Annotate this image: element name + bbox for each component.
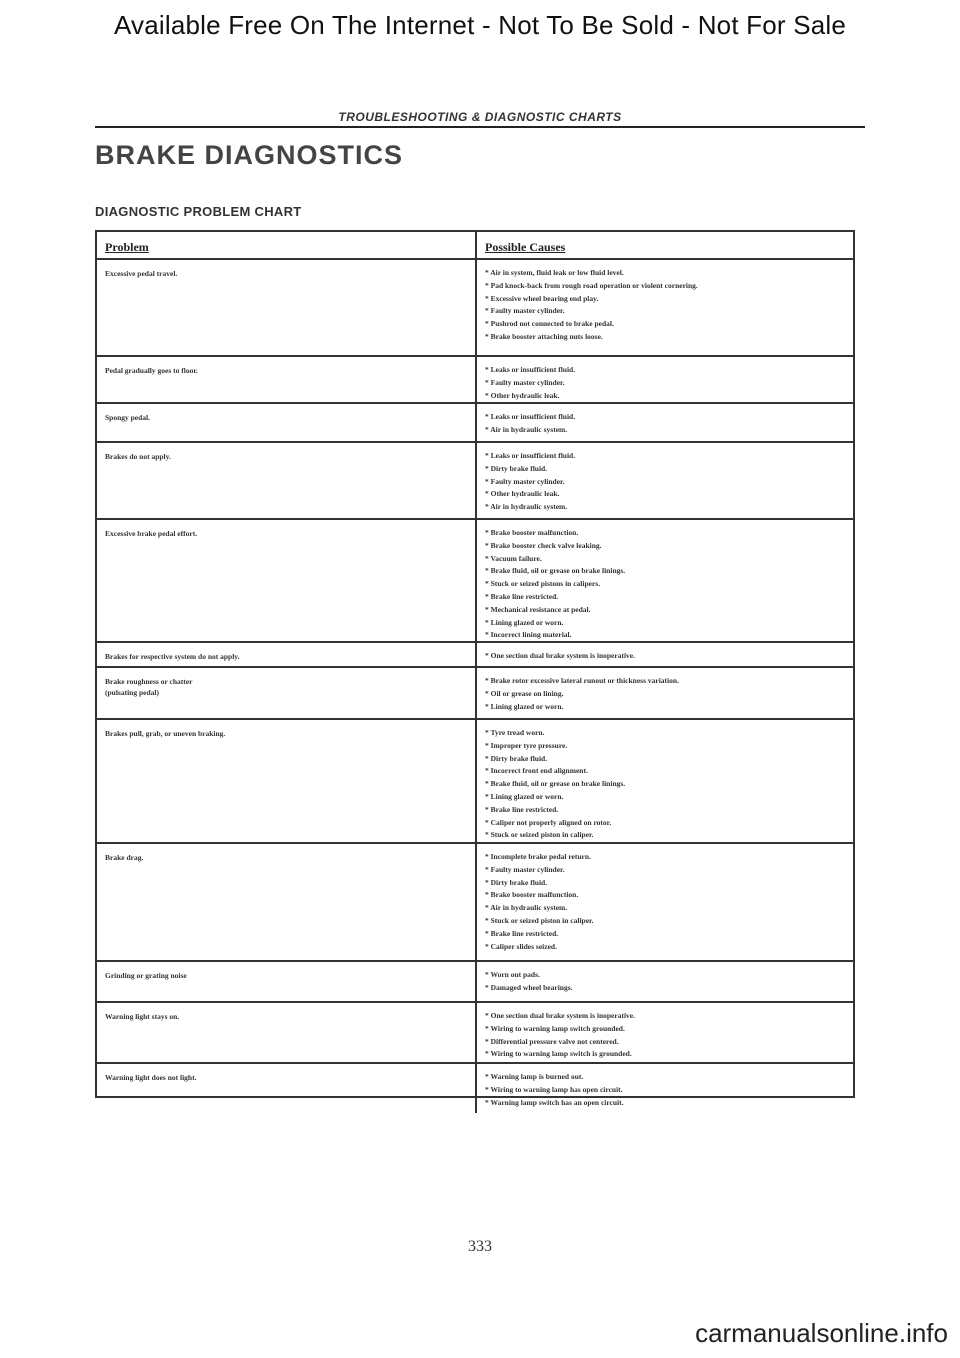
- cause-item: * Caliper slides seized.: [485, 941, 845, 954]
- problem-cell: [97, 443, 477, 518]
- cause-item: * Air in hydraulic system.: [485, 902, 845, 915]
- problem-text: Warning light does not light.: [105, 1073, 197, 1082]
- cause-item: * Lining glazed or worn.: [485, 617, 845, 630]
- header-problem: Problem: [105, 240, 149, 254]
- banner-notice: Available Free On The Internet - Not To Be Sold - Not For Sale: [113, 10, 847, 40]
- cause-item: * Brake booster attaching nuts loose.: [485, 331, 845, 344]
- cause-item: * Brake fluid, oil or grease on brake linings.: [485, 778, 845, 791]
- problem-cell: [97, 260, 477, 355]
- problem-text: Brake roughness or chatter (pulsating pedal): [105, 677, 193, 697]
- diagnostic-chart: [95, 230, 855, 1107]
- causes-cell: [477, 357, 853, 402]
- causes-list: [485, 727, 845, 842]
- cause-item: * Lining glazed or worn.: [485, 701, 845, 714]
- cause-item: * Leaks or insufficient fluid.: [485, 411, 845, 424]
- cause-item: * Incorrect lining material.: [485, 629, 845, 642]
- causes-cell: [477, 643, 853, 666]
- causes-list: [485, 411, 845, 437]
- problem-text: Brakes pull, grab, or uneven braking.: [105, 729, 226, 738]
- cause-item: * Improper tyre pressure.: [485, 740, 845, 753]
- cause-item: * Warning lamp is burned out.: [485, 1071, 845, 1084]
- cause-item: * Brake booster malfunction.: [485, 889, 845, 902]
- causes-list: [485, 650, 845, 663]
- problem-text: Spongy pedal.: [105, 413, 151, 422]
- cause-item: * Worn out pads.: [485, 969, 845, 982]
- header-rule: [95, 126, 865, 128]
- causes-cell: [477, 844, 853, 960]
- cause-item: * Brake rotor excessive lateral runout or thickness variation.: [485, 675, 845, 688]
- cause-item: * Incomplete brake pedal return.: [485, 851, 845, 864]
- problem-text: Grinding or grating noise: [105, 971, 187, 980]
- cause-item: * Dirty brake fluid.: [485, 877, 845, 890]
- header-causes: Possible Causes: [485, 240, 566, 254]
- chart-body: [97, 260, 853, 1113]
- page-title: BRAKE DIAGNOSTICS: [95, 140, 404, 170]
- cause-item: * Differential pressure valve not centered.: [485, 1036, 845, 1049]
- cause-item: * Brake fluid, oil or grease on brake linings.: [485, 565, 845, 578]
- table-row: [97, 520, 853, 643]
- cause-item: * Air in hydraulic system.: [485, 424, 845, 437]
- page-number: 333: [468, 1238, 492, 1255]
- causes-cell: [477, 668, 853, 718]
- causes-cell: [477, 520, 853, 641]
- chart-header-row: [97, 232, 853, 260]
- cause-item: * Brake line restricted.: [485, 928, 845, 941]
- cause-item: * Mechanical resistance at pedal.: [485, 604, 845, 617]
- causes-cell: [477, 1003, 853, 1062]
- problem-text: Brake drag.: [105, 853, 144, 862]
- cause-item: * Faulty master cylinder.: [485, 864, 845, 877]
- cause-item: * Faulty master cylinder.: [485, 377, 845, 390]
- header-cell-causes: [477, 232, 853, 258]
- problem-cell: [97, 404, 477, 441]
- table-row: [97, 668, 853, 720]
- cause-item: * Tyre tread worn.: [485, 727, 845, 740]
- header-cell-problem: [97, 232, 477, 258]
- cause-item: * Other hydraulic leak.: [485, 488, 845, 501]
- cause-item: * One section dual brake system is inoperative.: [485, 1010, 845, 1023]
- cause-item: * Brake line restricted.: [485, 591, 845, 604]
- cause-item: * Excessive wheel bearing end play.: [485, 293, 845, 306]
- cause-item: * Faulty master cylinder.: [485, 476, 845, 489]
- problem-text: Warning light stays on.: [105, 1012, 180, 1021]
- table-row: [97, 260, 853, 357]
- cause-item: * Leaks or insufficient fluid.: [485, 450, 845, 463]
- cause-item: * Faulty master cylinder.: [485, 305, 845, 318]
- causes-list: [485, 969, 845, 995]
- table-row: [97, 962, 853, 1003]
- causes-cell: [477, 404, 853, 441]
- cause-item: * Dirty brake fluid.: [485, 753, 845, 766]
- cause-item: * Vacuum failure.: [485, 553, 845, 566]
- problem-cell: [97, 962, 477, 1001]
- cause-item: * Pad knock-back from rough road operation or violent cornering.: [485, 280, 845, 293]
- cause-item: * Brake line restricted.: [485, 804, 845, 817]
- causes-cell: [477, 1064, 853, 1113]
- problem-cell: [97, 1064, 477, 1113]
- problem-text: Excessive brake pedal effort.: [105, 529, 198, 538]
- running-head: TROUBLESHOOTING & DIAGNOSTIC CHARTS: [338, 110, 622, 124]
- cause-item: * Stuck or seized piston in caliper.: [485, 915, 845, 928]
- cause-item: * Air in system, fluid leak or low fluid level.: [485, 267, 845, 280]
- problem-cell: [97, 720, 477, 842]
- watermark: carmanualsonline.info: [695, 1318, 948, 1348]
- cause-item: * Wiring to warning lamp switch grounded.: [485, 1023, 845, 1036]
- table-row: [97, 844, 853, 962]
- cause-item: * Stuck or seized pistons in calipers.: [485, 578, 845, 591]
- causes-list: [485, 1071, 845, 1109]
- cause-item: * Wiring to warning lamp has open circuit.: [485, 1084, 845, 1097]
- problem-cell: [97, 357, 477, 402]
- causes-cell: [477, 443, 853, 518]
- cause-item: * Air in hydraulic system.: [485, 501, 845, 514]
- problem-text: Pedal gradually goes to floor.: [105, 366, 198, 375]
- causes-list: [485, 364, 845, 402]
- problem-cell: [97, 520, 477, 641]
- cause-item: * Damaged wheel bearings.: [485, 982, 845, 995]
- cause-item: * Other hydraulic leak.: [485, 390, 845, 403]
- cause-item: * Wiring to warning lamp switch is grounded.: [485, 1048, 845, 1061]
- cause-item: * Dirty brake fluid.: [485, 463, 845, 476]
- cause-item: * Incorrect front end alignment.: [485, 765, 845, 778]
- causes-cell: [477, 260, 853, 355]
- table-row: [97, 443, 853, 520]
- table-row: [97, 643, 853, 668]
- problem-text: Excessive pedal travel.: [105, 269, 178, 278]
- cause-item: * Caliper not properly aligned on rotor.: [485, 817, 845, 830]
- table-row: [97, 1003, 853, 1064]
- problem-cell: [97, 844, 477, 960]
- cause-item: * Warning lamp switch has an open circuit.: [485, 1097, 845, 1110]
- cause-item: * Lining glazed or worn.: [485, 791, 845, 804]
- table-row: [97, 1064, 853, 1113]
- problem-cell: [97, 1003, 477, 1062]
- section-subtitle: DIAGNOSTIC PROBLEM CHART: [95, 204, 302, 219]
- cause-item: * Stuck or seized piston in caliper.: [485, 829, 845, 842]
- problem-cell: [97, 643, 477, 666]
- problem-cell: [97, 668, 477, 718]
- cause-item: * Pushrod not connected to brake pedal.: [485, 318, 845, 331]
- causes-cell: [477, 962, 853, 1001]
- table-row: [97, 720, 853, 844]
- causes-list: [485, 851, 845, 953]
- cause-item: * Leaks or insufficient fluid.: [485, 364, 845, 377]
- table-row: [97, 404, 853, 443]
- causes-list: [485, 675, 845, 713]
- problem-text: Brakes for respective system do not apply.: [105, 652, 240, 661]
- cause-item: * Brake booster check valve leaking.: [485, 540, 845, 553]
- table-row: [97, 357, 853, 404]
- causes-list: [485, 527, 845, 642]
- causes-list: [485, 450, 845, 514]
- cause-item: * Brake booster malfunction.: [485, 527, 845, 540]
- cause-item: * One section dual brake system is inoperative.: [485, 650, 845, 663]
- causes-list: [485, 1010, 845, 1061]
- problem-text: Brakes do not apply.: [105, 452, 171, 461]
- causes-cell: [477, 720, 853, 842]
- cause-item: * Oil or grease on lining.: [485, 688, 845, 701]
- causes-list: [485, 267, 845, 344]
